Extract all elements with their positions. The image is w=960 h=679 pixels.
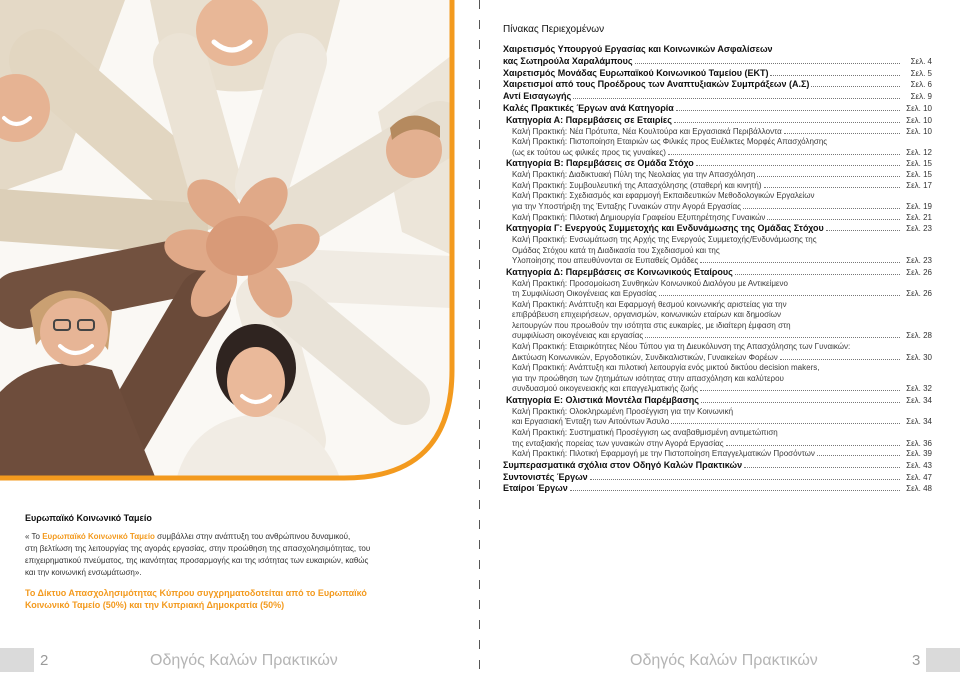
- toc-line: [503, 331, 932, 342]
- footer-title: Οδηγός Καλών Πρακτικών: [630, 652, 818, 669]
- toc-page-ref: Σελ. 4: [910, 56, 932, 66]
- toc-entry-text: επιβράβευση επιχειρήσεων, οργανισμών, κοινωνικών εταίρων και δημοσίων: [512, 310, 782, 320]
- toc-practice-entry: [503, 407, 932, 428]
- toc-line: [503, 158, 932, 170]
- toc-dot-leader: [817, 455, 900, 456]
- toc-line: [503, 68, 932, 80]
- quote-highlight: Ευρωπαϊκό Κοινωνικό Ταμείο: [42, 532, 155, 541]
- toc-practice-entry: [503, 363, 932, 395]
- toc-entry-text: τη Συμφιλίωση Οικογένειας και Εργασίας: [512, 289, 657, 299]
- toc-dot-leader: [743, 208, 900, 209]
- toc-line: [503, 374, 932, 385]
- toc-entry-text: Καλή Πρακτική: Σχεδιασμός και εφαρμογή Εκπαιδευτικών Μεθοδολογικών Εργαλείων: [512, 191, 815, 201]
- toc-section-entry: [503, 460, 932, 472]
- toc-line: [503, 384, 932, 395]
- toc-entry-text: Αντί Εισαγωγής: [503, 91, 572, 102]
- toc-practice-entry: [503, 300, 932, 342]
- toc-line: [503, 310, 932, 321]
- toc-line: [503, 223, 932, 235]
- toc-entry-text: Κατηγορία Α: Παρεμβάσεις σε Εταιρίες: [506, 114, 672, 125]
- toc-dot-leader: [811, 86, 900, 87]
- quote-open: « Το: [25, 532, 43, 541]
- toc-entry-text: Καλή Πρακτική: Συμβουλευτική της Απασχόλησης (σταθερή και κινητή): [512, 180, 762, 190]
- toc-line: [503, 417, 932, 428]
- toc-line: [503, 181, 932, 192]
- toc-entry-text: για την προώθηση των ζητημάτων ισότητας στην απασχόληση και καλύτερου: [512, 373, 784, 383]
- toc-practice-entry: [503, 191, 932, 212]
- toc-page-ref: Σελ. 47: [906, 472, 932, 482]
- toc-page-ref: Σελ. 34: [906, 396, 932, 406]
- toc-entry-text: Καλή Πρακτική: Πιλοτική Εφαρμογή με την Πιστοποίηση Επαγγελματικών Προσόντων: [512, 449, 815, 459]
- toc-page-ref: Σελ. 15: [906, 170, 932, 180]
- toc-page-ref: Σελ. 23: [906, 256, 932, 266]
- toc-entry-text: Κατηγορία Δ: Παρεμβάσεις σε Κοινωνικούς Εταίρους: [506, 266, 733, 277]
- toc-line: [503, 44, 932, 56]
- toc-page-ref: Σελ. 5: [910, 68, 932, 78]
- toc-entry-text: κας Σωτηρούλα Χαραλάμπους: [503, 55, 633, 66]
- toc-category-entry: [503, 395, 932, 407]
- toc-dot-leader: [590, 479, 900, 480]
- toc-entry-text: Καλή Πρακτική: Ολοκληρωμένη Προσέγγιση για την Κοινωνική: [512, 406, 734, 416]
- toc-page-ref: Σελ. 28: [906, 331, 932, 341]
- toc-entry-text: Καλή Πρακτική: Ανάπτυξη και Εφαρμογή θεσμού κοινωνικής αριστείας για την: [512, 299, 787, 309]
- toc-category-entry: [503, 158, 932, 170]
- toc-entry-text: Υλοποίησης που απευθύνονται σε Ευπαθείς Ομάδες: [512, 256, 699, 266]
- toc-page-ref: Σελ. 26: [906, 289, 932, 299]
- toc-line: [503, 483, 932, 495]
- toc-entry-text: Ομάδας Στόχου κατά τη Διαδικασία του Σχεδιασμού και της: [512, 245, 720, 255]
- toc-entry-text: Εταίροι Έργων: [503, 483, 568, 494]
- toc-section-entry: [503, 103, 932, 115]
- toc-page-ref: Σελ. 34: [906, 417, 932, 427]
- toc-title: Πίνακας Περιεχομένων: [503, 24, 605, 35]
- toc-line: [503, 148, 932, 159]
- toc-dot-leader: [735, 274, 900, 275]
- toc-section-entry: [503, 44, 932, 68]
- toc-entry-text: Συντονιστές Έργων: [503, 471, 588, 482]
- toc-line: [503, 342, 932, 353]
- toc-line: [503, 115, 932, 127]
- toc-dot-leader: [770, 75, 900, 76]
- toc-page-ref: Σελ. 15: [906, 159, 932, 169]
- toc-dot-leader: [757, 176, 900, 177]
- toc-dot-leader: [764, 187, 900, 188]
- toc-dot-leader: [570, 490, 900, 491]
- toc-page-ref: Σελ. 43: [906, 460, 932, 470]
- team-hands-photo: [0, 0, 458, 484]
- toc-practice-entry: [503, 181, 932, 192]
- toc-entry-text: συμφιλίωση οικογένειας και εργασίας: [512, 331, 644, 341]
- toc-page-ref: Σελ. 23: [906, 224, 932, 234]
- toc-page-ref: Σελ. 21: [906, 212, 932, 222]
- toc-line: [503, 449, 932, 460]
- toc-practice-entry: [503, 342, 932, 363]
- toc-line: [503, 79, 932, 91]
- esf-heading: Ευρωπαϊκό Κοινωνικό Ταμείο: [25, 513, 152, 523]
- toc-category-entry: [503, 223, 932, 235]
- toc-entry-text: (ως εκ τούτου ως φιλικές προς τις γυναίκες): [512, 147, 666, 157]
- toc-entry-text: Συμπερασματικά σχόλια στον Οδηγό Καλών Πρακτικών: [503, 459, 743, 470]
- toc-page-ref: Σελ. 12: [906, 147, 932, 157]
- toc-line: [503, 267, 932, 279]
- toc-entry-text: Καλές Πρακτικές Έργων ανά Κατηγορία: [503, 102, 674, 113]
- toc-dot-leader: [696, 165, 900, 166]
- toc-page-ref: Σελ. 30: [906, 352, 932, 362]
- toc-entry-text: Χαιρετισμός Υπουργού Εργασίας και Κοινωνικών Ασφαλίσεων: [503, 44, 773, 54]
- page-number: 2: [40, 652, 49, 669]
- toc-entry-text: της ενταξιακής πορείας των γυναικών στην Αγορά Εργασίας: [512, 438, 724, 448]
- funding-line: Κοινωνικό Ταμείο (50%) και την Κυπριακή Δημοκρατία (50%): [25, 600, 285, 610]
- toc-practice-entry: [503, 170, 932, 181]
- toc-entry-text: και Εργασιακή Ένταξη των Αιτούντων Άσυλο: [512, 417, 670, 427]
- toc-practice-entry: [503, 213, 932, 224]
- toc-line: [503, 472, 932, 484]
- toc-line: [503, 246, 932, 257]
- toc-entry-text: Κατηγορία Β: Παρεμβάσεις σε Ομάδα Στόχο: [506, 158, 694, 169]
- toc-entry-text: συνδυασμού οικογενειακής και επαγγελματικής ζωής: [512, 384, 698, 394]
- toc-category-entry: [503, 115, 932, 127]
- toc-page-ref: Σελ. 26: [906, 267, 932, 277]
- toc-section-entry: [503, 472, 932, 484]
- toc-line: [503, 289, 932, 300]
- table-of-contents: [503, 44, 932, 495]
- quote-line: στη βελτίωση της λειτουργίας της αγοράς εργασίας, στην προώθηση της απασχολησιμότητας, του: [25, 544, 371, 553]
- toc-line: [503, 407, 932, 418]
- toc-line: [503, 202, 932, 213]
- toc-entry-text: για την Υποστήριξη της Ένταξης Γυναικών στην Αγορά Εργασίας: [512, 201, 742, 211]
- toc-page-ref: Σελ. 17: [906, 180, 932, 190]
- footer-title: Οδηγός Καλών Πρακτικών: [150, 652, 338, 669]
- toc-page-ref: Σελ. 39: [906, 449, 932, 459]
- quote-line: και την κοινωνική ενσωμάτωση».: [25, 568, 142, 577]
- toc-line: [503, 279, 932, 290]
- toc-entry-text: Κατηγορία Γ: Ενεργούς Συμμετοχής και Ενδυνάμωσης της Ομάδας Στόχου: [506, 223, 824, 234]
- toc-line: [503, 56, 932, 68]
- esf-quote: [25, 531, 370, 579]
- toc-line: [503, 300, 932, 311]
- toc-dot-leader: [726, 445, 900, 446]
- toc-line: [503, 170, 932, 181]
- toc-line: [503, 439, 932, 450]
- quote-line: [25, 531, 370, 543]
- toc-dot-leader: [701, 402, 900, 403]
- toc-dot-leader: [573, 98, 900, 99]
- funding-line: Το Δίκτυο Απασχολησιμότητας Κύπρου συγχρηματοδοτείται από το Ευρωπαϊκό: [25, 588, 367, 598]
- toc-entry-text: Καλή Πρακτική: Ενσωμάτωση της Αρχής της Ενεργούς Συμμετοχής/Ενδυνάμωσης της: [512, 234, 817, 244]
- toc-dot-leader: [645, 337, 900, 338]
- toc-practice-entry: [503, 137, 932, 158]
- toc-line: [503, 127, 932, 138]
- toc-dot-leader: [744, 467, 900, 468]
- toc-line: [503, 321, 932, 332]
- toc-page-ref: Σελ. 10: [906, 103, 932, 113]
- toc-page-ref: Σελ. 10: [906, 126, 932, 136]
- toc-dot-leader: [780, 359, 900, 360]
- toc-line: [503, 363, 932, 374]
- toc-entry-text: Καλή Πρακτική: Εταιρικότητες Νέου Τύπου για τη Διευκόλυνση της Απασχόλησης των Γυναικών:: [512, 342, 851, 352]
- toc-line: [503, 460, 932, 472]
- toc-dot-leader: [671, 423, 900, 424]
- toc-entry-text: Χαιρετισμός Μονάδας Ευρωπαϊκού Κοινωνικού Ταμείου (ΕΚΤ): [503, 67, 769, 78]
- toc-entry-text: λειτουργών που προωθούν την ισότητα στις ευκαιρίες, με ιδιαίτερη έμφαση στη: [512, 320, 791, 330]
- toc-dot-leader: [767, 219, 900, 220]
- toc-line: [503, 191, 932, 202]
- toc-dot-leader: [700, 262, 900, 263]
- right-page: [480, 0, 960, 679]
- toc-practice-entry: [503, 235, 932, 267]
- page-number: 3: [912, 652, 921, 669]
- toc-dot-leader: [668, 154, 900, 155]
- toc-entry-text: Καλή Πρακτική: Πιλοτική Δημιουργία Γραφείου Εξυπηρέτησης Γυναικών: [512, 212, 766, 222]
- toc-entry-text: Χαιρετισμοί από τους Προέδρους των Αναπτυξιακών Συμπράξεων (Α.Σ): [503, 79, 810, 90]
- toc-line: [503, 213, 932, 224]
- toc-line: [503, 235, 932, 246]
- toc-dot-leader: [784, 133, 900, 134]
- toc-entry-text: Καλή Πρακτική: Συστηματική Προσέγγιση ως αναβαθμισμένη αντιμετώπιση: [512, 428, 778, 438]
- toc-section-entry: [503, 79, 932, 91]
- toc-entry-text: Καλή Πρακτική: Πιστοποίηση Εταιριών ως Φιλικές προς Ευέλικτες Μορφές Απασχόλησης: [512, 137, 828, 147]
- quote-line1-rest: συμβάλλει στην ανάπτυξη του ανθρώπινου δυναμικού,: [154, 532, 351, 541]
- toc-line: [503, 137, 932, 148]
- toc-entry-text: Καλή Πρακτική: Νέα Πρότυπα, Νέα Κουλτούρα και Εργασιακά Περιβάλλοντα: [512, 126, 782, 136]
- footer-bar-left: [0, 648, 34, 672]
- toc-dot-leader: [635, 63, 900, 64]
- toc-dot-leader: [826, 230, 900, 231]
- toc-category-entry: [503, 267, 932, 279]
- toc-dot-leader: [676, 110, 900, 111]
- toc-entry-text: Καλή Πρακτική: Ανάπτυξη και πιλοτική λειτουργία ενός μικτού δικτύου decision makers,: [512, 363, 820, 373]
- toc-page-ref: Σελ. 9: [910, 92, 932, 102]
- toc-entry-text: Δικτύωση Κοινωνικών, Εργοδοτικών, Συνδικαλιστικών, Γυναικείων Φορέων: [512, 352, 778, 362]
- toc-page-ref: Σελ. 19: [906, 201, 932, 211]
- toc-dot-leader: [674, 122, 900, 123]
- toc-dot-leader: [659, 295, 900, 296]
- toc-line: [503, 395, 932, 407]
- toc-page-ref: Σελ. 6: [910, 80, 932, 90]
- toc-practice-entry: [503, 449, 932, 460]
- toc-line: [503, 353, 932, 364]
- toc-entry-text: Κατηγορία Ε: Ολιστικά Μοντέλα Παρέμβασης: [506, 395, 699, 406]
- toc-page-ref: Σελ. 48: [906, 484, 932, 494]
- toc-section-entry: [503, 68, 932, 80]
- toc-section-entry: [503, 483, 932, 495]
- toc-entry-text: Καλή Πρακτική: Διαδικτυακή Πύλη της Νεολαίας για την Απασχόληση: [512, 170, 756, 180]
- toc-entry-text: Καλή Πρακτική: Προσομοίωση Συνθηκών Κοινωνικού Διαλόγου με Αντικείμενο: [512, 278, 788, 288]
- toc-page-ref: Σελ. 10: [906, 115, 932, 125]
- toc-line: [503, 256, 932, 267]
- toc-page-ref: Σελ. 36: [906, 438, 932, 448]
- toc-line: [503, 91, 932, 103]
- funding-statement: [25, 587, 367, 611]
- toc-practice-entry: [503, 127, 932, 138]
- quote-line: επιχειρηματικού πνεύματος, της ικανότητας προσαρμογής και της ισότητας των ευκαιριών, καθώς: [25, 556, 369, 565]
- toc-line: [503, 428, 932, 439]
- toc-page-ref: Σελ. 32: [906, 384, 932, 394]
- toc-dot-leader: [700, 390, 900, 391]
- toc-practice-entry: [503, 428, 932, 449]
- photo-content: [0, 0, 458, 484]
- toc-line: [503, 103, 932, 115]
- toc-section-entry: [503, 91, 932, 103]
- toc-practice-entry: [503, 279, 932, 300]
- footer-bar-right: [926, 648, 960, 672]
